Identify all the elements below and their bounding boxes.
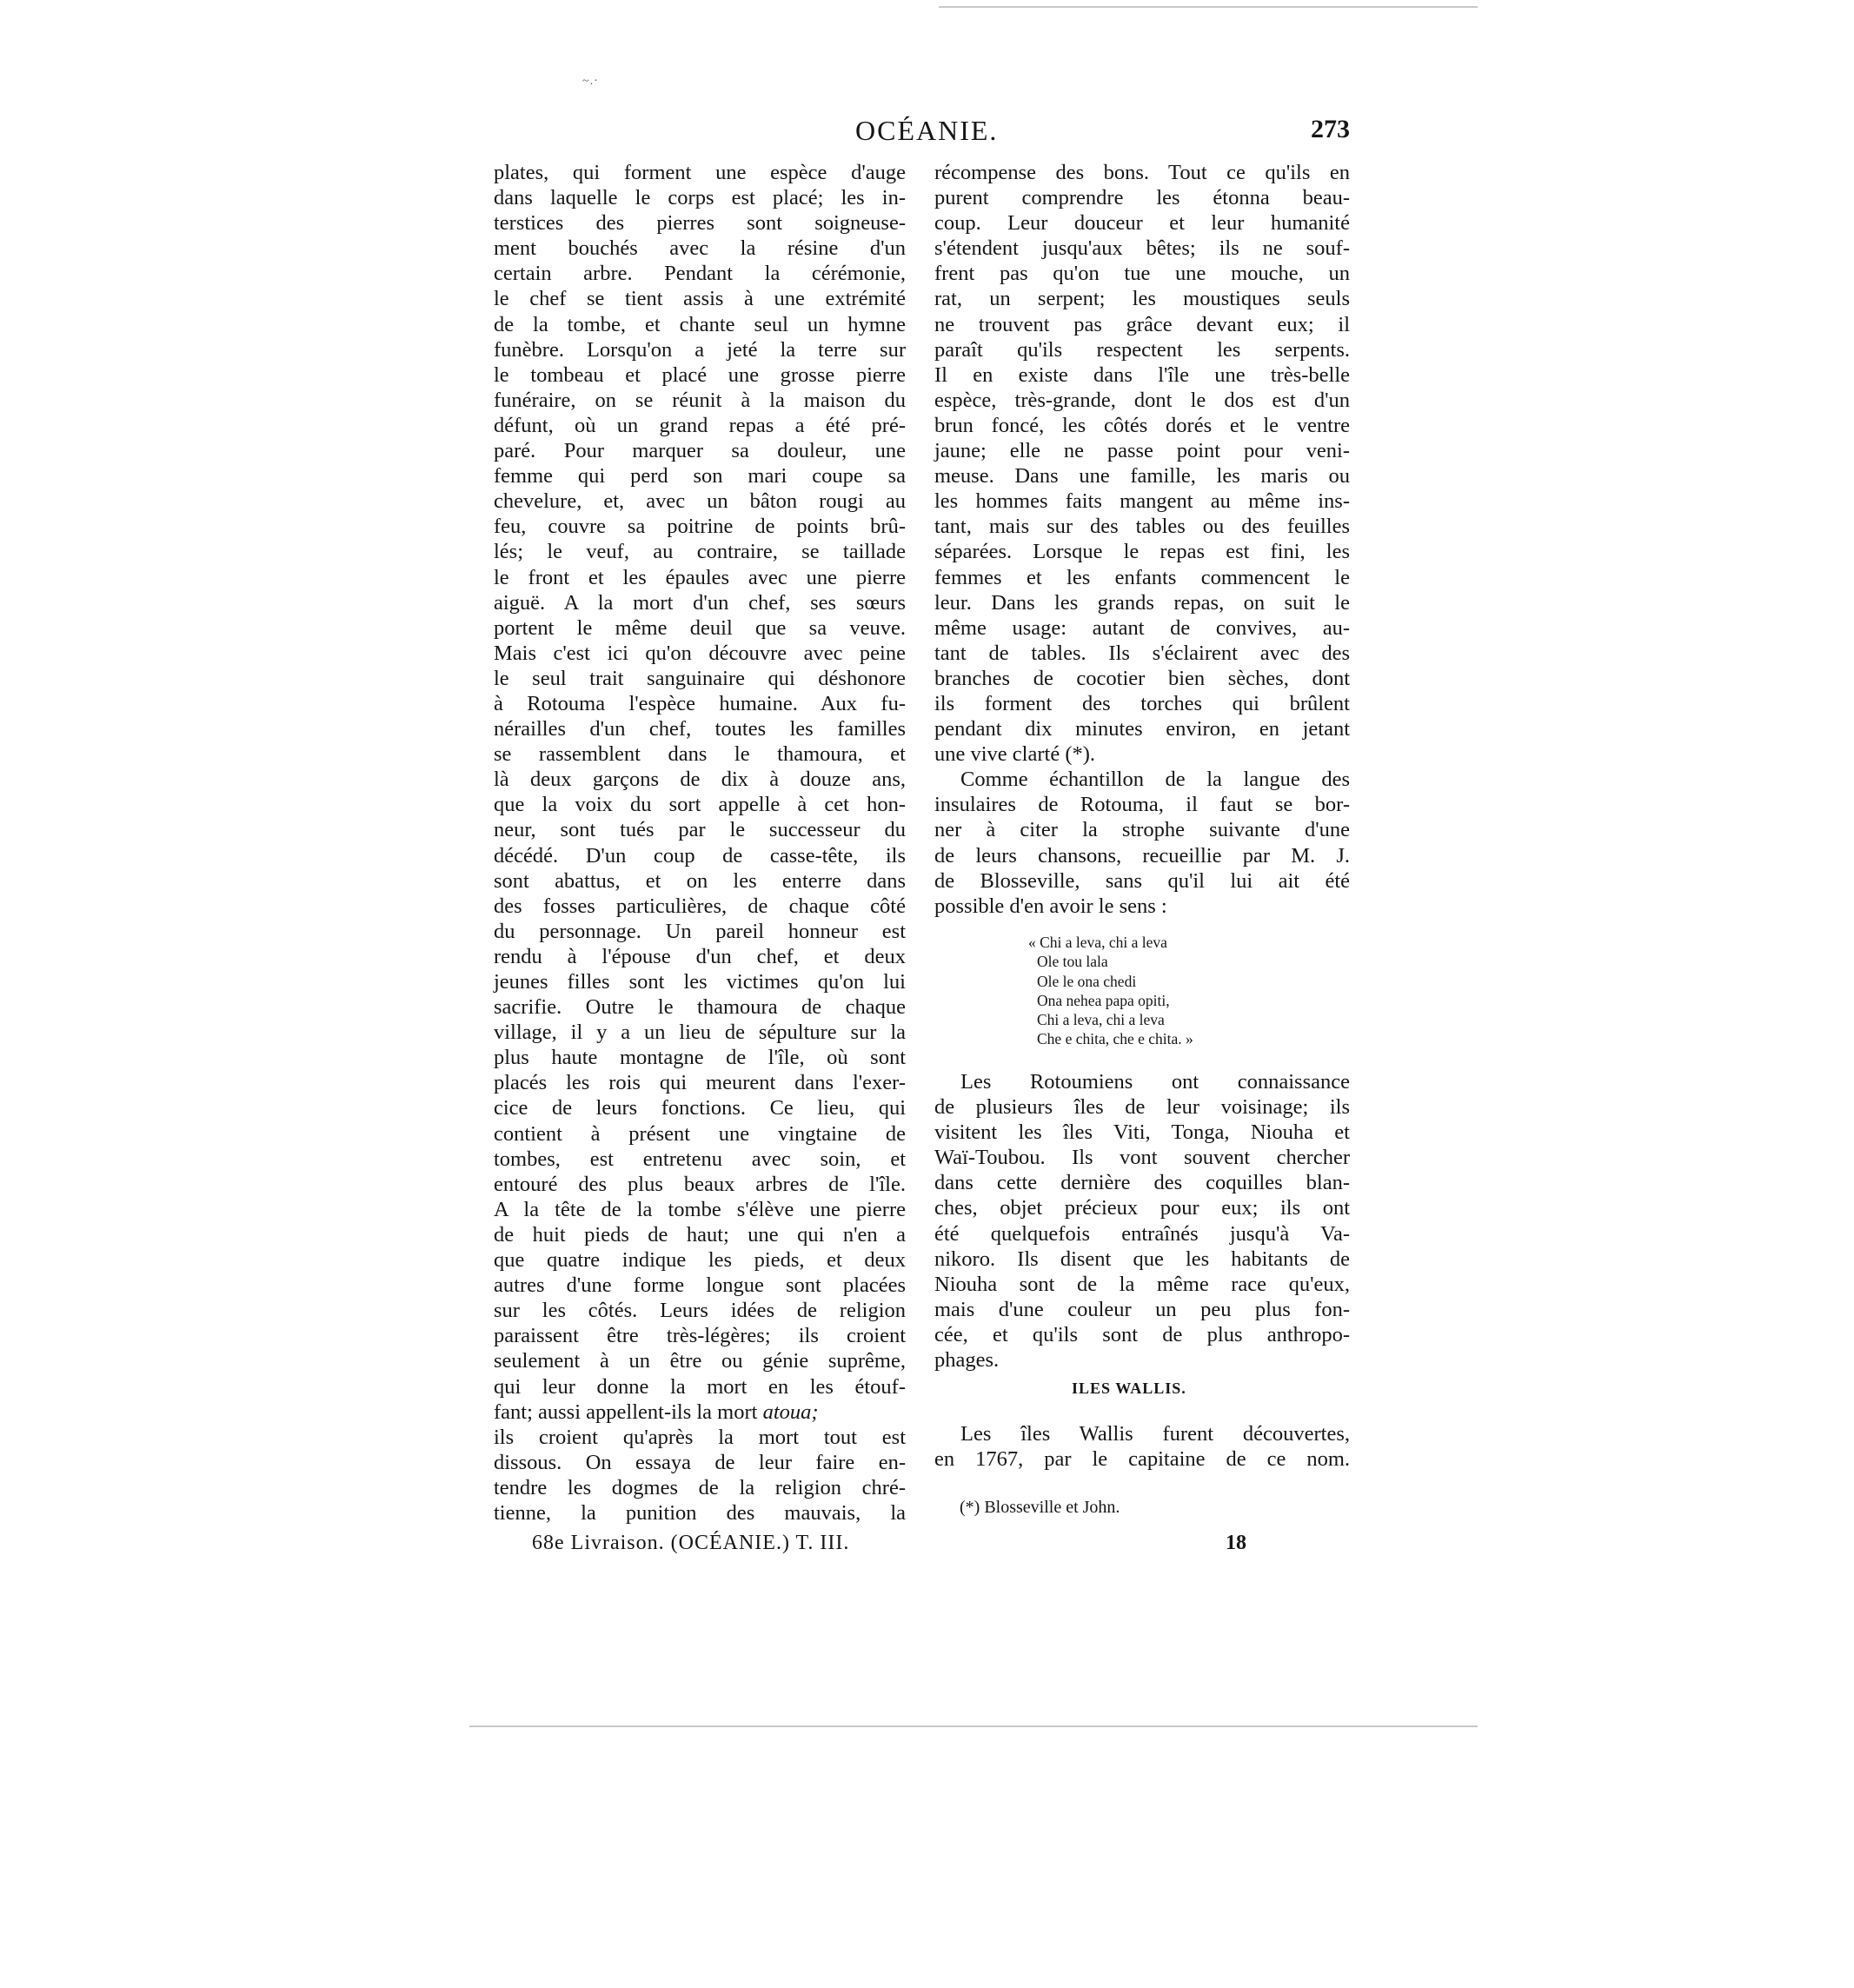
text-line: mais d'une couleur un peu plus fon-: [934, 1297, 1350, 1321]
scan-artifact-bottom: [469, 1725, 1478, 1727]
song-verse: [1028, 933, 1306, 1049]
text-line: défunt, où un grand repas a été pré-: [494, 413, 906, 437]
text-line: terstices des pierres sont soigneuse-: [494, 211, 906, 236]
text-line: cée, et qu'ils sont de plus anthropo-: [934, 1322, 1350, 1346]
text-line: placés les rois qui meurent dans l'exer-: [494, 1071, 906, 1095]
text-line: de huit pieds de haut; une qui n'en a: [494, 1222, 906, 1247]
text-line: sacrifie. Outre le thamoura de chaque: [494, 995, 906, 1020]
text-line: purent comprendre les étonna beau-: [934, 186, 1350, 210]
text-line: femme qui perd son mari coupe sa: [494, 464, 906, 489]
text-line: certain arbre. Pendant la cérémonie,: [494, 262, 906, 286]
text-line: funèbre. Lorsqu'on a jeté la terre sur: [494, 337, 906, 362]
verse-line: « Chi a leva, chi a leva: [1028, 934, 1167, 951]
text-line: le tombeau et placé une grosse pierre: [494, 362, 906, 387]
text-line: feu, couvre sa poitrine de points brû-: [494, 515, 906, 539]
text-line: rat, un serpent; les moustiques seuls: [934, 287, 1350, 311]
text-line: coup. Leur douceur et leur humanité: [934, 211, 1350, 236]
text-line: tendre les dogmes de la religion chré-: [494, 1475, 906, 1499]
text-line: ils forment des torches qui brûlent: [934, 691, 1350, 715]
text-line: à Rotouma l'espèce humaine. Aux fu-: [494, 691, 906, 715]
text-line: autres d'une forme longue sont placées: [494, 1273, 906, 1298]
text-line: une vive clarté (*).: [934, 742, 1096, 767]
text-line: seulement à un être ou génie suprême,: [494, 1349, 906, 1373]
text-line: ne trouvent pas grâce devant eux; il: [934, 312, 1350, 336]
verse-line: Che e chita, che e chita. »: [1037, 1030, 1193, 1048]
text-line: même usage: autant de convives, au-: [934, 615, 1350, 640]
text-line: aiguë. A la mort d'un chef, ses sœurs: [494, 590, 906, 615]
text-line: le front et les épaules avec une pierre: [494, 565, 906, 589]
text-line: [494, 1400, 906, 1425]
text-line: le seul trait sanguinaire qui déshonore: [494, 666, 906, 690]
text-line: chevelure, et, avec un bâton rougi au: [494, 489, 906, 514]
text-line: ils croient qu'après la mort tout est: [494, 1425, 906, 1449]
text-line: là deux garçons de dix à douze ans,: [494, 768, 906, 792]
text-line: tant de tables. Ils s'éclairent avec des: [934, 641, 1350, 665]
text-line: lés; le veuf, au contraire, se taillade: [494, 540, 906, 564]
text-line: tienne, la punition des mauvais, la: [494, 1500, 906, 1525]
text-line: femmes et les enfants commencent le: [934, 565, 1350, 589]
text-line: de Blosseville, sans qu'il lui ait été: [934, 868, 1350, 893]
text-line: rendu à l'épouse d'un chef, et deux: [494, 944, 906, 968]
text-line: paré. Pour marquer sa douleur, une: [494, 439, 906, 463]
verse-line: Ole le ona chedi: [1037, 972, 1137, 990]
text-line: en 1767, par le capitaine de ce nom.: [934, 1447, 1350, 1472]
text-line: jaune; elle ne passe point pour veni-: [934, 439, 1350, 463]
text-line-start: fant; aussi appellent-ils la mort: [494, 1400, 758, 1424]
signature-mark: 68e Livraison. (OCÉANIE.) T. III.: [532, 1532, 850, 1554]
text-line: séparées. Lorsque le repas est fini, les: [934, 540, 1350, 564]
text-line: neur, sont tués par le successeur du: [494, 818, 906, 842]
text-line: visitent les îles Viti, Tonga, Niouha et: [934, 1120, 1350, 1145]
text-line: sur les côtés. Leurs idées de religion: [494, 1299, 906, 1323]
text-line: de la tombe, et chante seul un hymne: [494, 312, 906, 336]
text-line: phages.: [934, 1348, 1000, 1373]
text-line: leur. Dans les grands repas, on suit le: [934, 590, 1350, 615]
text-line: Comme échantillon de la langue des: [960, 768, 1350, 792]
footnote: (*) Blosseville et John.: [960, 1498, 1120, 1517]
text-line: Waï-Toubou. Ils vont souvent chercher: [934, 1146, 1350, 1170]
text-line: nérailles d'un chef, toutes les familles: [494, 717, 906, 741]
text-line: nikoro. Ils disent que les habitants de: [934, 1247, 1350, 1271]
text-line: paraissent être très-légères; ils croient: [494, 1324, 906, 1348]
page-number: 273: [1311, 115, 1350, 143]
text-line: que quatre indique les pieds, et deux: [494, 1248, 906, 1273]
right-column-top: [934, 160, 1350, 919]
text-line: entouré des plus beaux arbres de l'île.: [494, 1172, 906, 1196]
text-line: branches de cocotier bien sèches, dont: [934, 666, 1350, 690]
text-line: pendant dix minutes environ, en jetant: [934, 717, 1350, 741]
text-line: de leurs chansons, recueillie par M. J.: [934, 843, 1350, 868]
text-line: portent le même deuil que sa veuve.: [494, 615, 906, 640]
scan-artifact-top: [939, 6, 1478, 8]
text-line: jeunes filles sont les victimes qu'on lui: [494, 970, 906, 994]
text-line: dissous. On essaya de leur faire en-: [494, 1450, 906, 1474]
text-line: frent pas qu'on tue une mouche, un: [934, 262, 1350, 286]
text-line: espèce, très-grande, dont le dos est d'un: [934, 388, 1350, 412]
right-column-middle: [934, 1069, 1350, 1373]
section-heading: ILES WALLIS.: [1072, 1380, 1186, 1397]
text-line: tombes, est entretenu avec soin, et: [494, 1147, 906, 1171]
text-line: contient à présent une vingtaine de: [494, 1121, 906, 1146]
text-line: village, il y a un lieu de sépulture sur la: [494, 1021, 906, 1045]
text-line: que la voix du sort appelle à cet hon-: [494, 793, 906, 817]
text-line: des fosses particulières, de chaque côté: [494, 894, 906, 918]
text-line: du personnage. Un pareil honneur est: [494, 919, 906, 943]
text-line: les hommes faits mangent au même ins-: [934, 489, 1350, 514]
italic-term: atoua;: [762, 1400, 819, 1424]
verse-line: Chi a leva, chi a leva: [1037, 1011, 1165, 1029]
signature-number: 18: [1226, 1532, 1246, 1554]
text-line: s'étendent jusqu'aux bêtes; ils ne souf-: [934, 236, 1350, 261]
text-line: insulaires de Rotouma, il faut se bor-: [934, 793, 1350, 817]
text-line: sont abattus, et on les enterre dans: [494, 868, 906, 893]
text-line: récompense des bons. Tout ce qu'ils en: [934, 161, 1350, 184]
verse-line: Ona nehea papa opiti,: [1037, 991, 1170, 1009]
page-title: OCÉANIE.: [855, 115, 999, 146]
right-column-bottom: [934, 1421, 1350, 1472]
text-line: dans laquelle le corps est placé; les in-: [494, 186, 906, 210]
text-line: ner à citer la strophe suivante d'une: [934, 818, 1350, 842]
text-line: décédé. D'un coup de casse-tête, ils: [494, 843, 906, 868]
text-line: été quelquefois entraînés jusqu'à Va-: [934, 1221, 1350, 1246]
text-line: tant, mais sur des tables ou des feuilles: [934, 515, 1350, 539]
text-line: de plusieurs îles de leur voisinage; ils: [934, 1095, 1350, 1120]
text-line: funéraire, on se réunit à la maison du: [494, 388, 906, 412]
text-line: cice de leurs fonctions. Ce lieu, qui: [494, 1096, 906, 1120]
text-line: le chef se tient assis à une extrémité: [494, 287, 906, 311]
scan-mark: ~.·: [582, 75, 599, 88]
text-line: meuse. Dans une famille, les maris ou: [934, 464, 1350, 489]
text-line: A la tête de la tombe s'élève une pierre: [494, 1197, 906, 1221]
text-line: Niouha sont de la même race qu'eux,: [934, 1272, 1350, 1296]
text-line: plus haute montagne de l'île, où sont: [494, 1046, 906, 1070]
text-line: possible d'en avoir le sens :: [934, 894, 1167, 918]
text-line: brun foncé, les côtés dorés et le ventre: [934, 413, 1350, 437]
text-line: dans cette dernière des coquilles blan-: [934, 1171, 1350, 1195]
text-line: Il en existe dans l'île une très-belle: [934, 362, 1350, 387]
verse-line: Ole tou lala: [1037, 953, 1108, 971]
text-line: Les îles Wallis furent découvertes,: [960, 1422, 1350, 1446]
text-line: qui leur donne la mort en les étouf-: [494, 1374, 906, 1399]
text-line: se rassemblent dans le thamoura, et: [494, 742, 906, 767]
left-column: [494, 160, 906, 1526]
text-line: paraît qu'ils respectent les serpents.: [934, 337, 1350, 362]
text-line: ment bouchés avec la résine d'un: [494, 236, 906, 261]
text-line: ches, objet précieux pour eux; ils ont: [934, 1196, 1350, 1220]
text-line: Mais c'est ici qu'on découvre avec peine: [494, 641, 906, 665]
text-line: Les Rotoumiens ont connaissance: [960, 1070, 1350, 1094]
text-line: plates, qui forment une espèce d'auge: [494, 161, 906, 184]
running-header: [494, 111, 1350, 155]
